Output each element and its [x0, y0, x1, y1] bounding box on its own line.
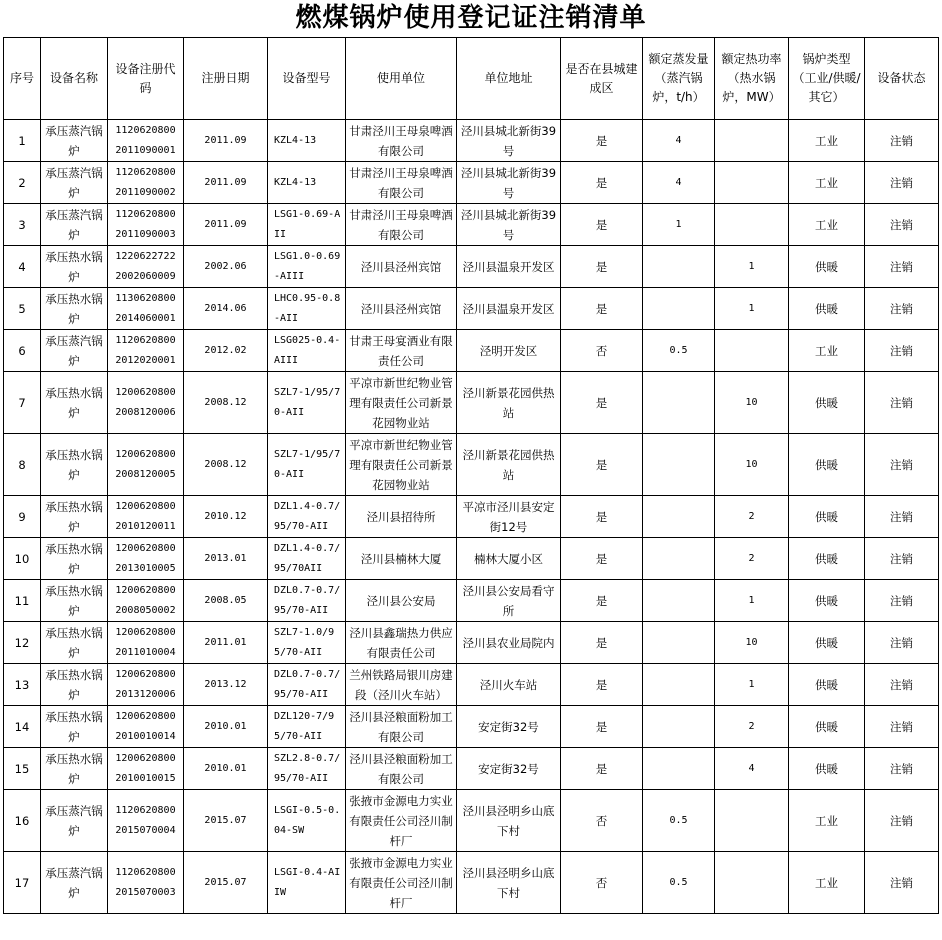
cell-status: 注销 [865, 372, 939, 434]
cell-model: SZL7-1/95/70-AII [268, 372, 346, 434]
cell-rated-steam [643, 748, 715, 790]
cell-boiler-type: 供暖 [789, 434, 865, 496]
cell-boiler-type: 供暖 [789, 622, 865, 664]
cell-unit-address: 泾川新景花园供热站 [457, 372, 561, 434]
cell-user-unit: 泾川县鑫瑞热力供应有限责任公司 [346, 622, 457, 664]
cell-seq: 7 [4, 372, 41, 434]
cell-unit-address: 平凉市泾川县安定街12号 [457, 496, 561, 538]
cell-user-unit: 张掖市金源电力实业有限责任公司泾川制杆厂 [346, 852, 457, 914]
cell-equipment-name: 承压热水锅炉 [41, 664, 108, 706]
cell-in-city-area: 是 [561, 706, 643, 748]
table-row [4, 496, 939, 538]
cell-registration-code: 1120620800 2012020001 [108, 330, 184, 372]
cell-unit-address: 泾川县城北新街39号 [457, 162, 561, 204]
cell-seq: 9 [4, 496, 41, 538]
cell-equipment-name: 承压热水锅炉 [41, 288, 108, 330]
cell-registration-date: 2008.12 [184, 372, 268, 434]
cell-registration-code: 1220622722 2002060009 [108, 246, 184, 288]
header-status: 设备状态 [865, 38, 939, 120]
header-row [4, 38, 939, 120]
cell-rated-steam [643, 580, 715, 622]
cell-status: 注销 [865, 538, 939, 580]
header-registration-code: 设备注册代码 [108, 38, 184, 120]
cell-seq: 2 [4, 162, 41, 204]
cell-status: 注销 [865, 120, 939, 162]
cell-model: LSG025-0.4-AIII [268, 330, 346, 372]
cell-registration-date: 2010.01 [184, 706, 268, 748]
cell-boiler-type: 供暖 [789, 372, 865, 434]
cell-seq: 6 [4, 330, 41, 372]
cell-in-city-area: 否 [561, 330, 643, 372]
cell-seq: 5 [4, 288, 41, 330]
cell-user-unit: 泾川县泾粮面粉加工有限公司 [346, 748, 457, 790]
cell-seq: 17 [4, 852, 41, 914]
cell-rated-steam [643, 434, 715, 496]
cell-user-unit: 泾川县泾粮面粉加工有限公司 [346, 706, 457, 748]
cell-rated-power [715, 852, 789, 914]
cell-seq: 14 [4, 706, 41, 748]
cell-seq: 11 [4, 580, 41, 622]
cell-equipment-name: 承压热水锅炉 [41, 580, 108, 622]
cell-rated-power: 1 [715, 288, 789, 330]
cell-registration-date: 2010.12 [184, 496, 268, 538]
table-row [4, 748, 939, 790]
cell-rated-power: 10 [715, 622, 789, 664]
cell-status: 注销 [865, 288, 939, 330]
cell-registration-date: 2012.02 [184, 330, 268, 372]
header-registration-date: 注册日期 [184, 38, 268, 120]
cell-model: LSG1.0-0.69-AIII [268, 246, 346, 288]
cell-registration-code: 1120620800 2015070003 [108, 852, 184, 914]
cell-seq: 15 [4, 748, 41, 790]
cell-model: LSG1-0.69-AII [268, 204, 346, 246]
cell-in-city-area: 是 [561, 434, 643, 496]
cell-unit-address: 楠林大厦小区 [457, 538, 561, 580]
cell-model: LHC0.95-0.8-AII [268, 288, 346, 330]
cell-boiler-type: 供暖 [789, 664, 865, 706]
cell-rated-power: 4 [715, 748, 789, 790]
table-row [4, 246, 939, 288]
cell-registration-date: 2002.06 [184, 246, 268, 288]
cell-equipment-name: 承压热水锅炉 [41, 538, 108, 580]
cell-status: 注销 [865, 580, 939, 622]
cell-equipment-name: 承压热水锅炉 [41, 496, 108, 538]
cell-rated-power [715, 120, 789, 162]
cell-unit-address: 泾川县农业局院内 [457, 622, 561, 664]
cell-unit-address: 泾川县泾明乡山底下村 [457, 790, 561, 852]
cell-unit-address: 泾川火车站 [457, 664, 561, 706]
cell-registration-date: 2013.01 [184, 538, 268, 580]
cell-rated-power: 1 [715, 246, 789, 288]
cell-seq: 13 [4, 664, 41, 706]
cell-model: KZL4-13 [268, 120, 346, 162]
cell-in-city-area: 否 [561, 852, 643, 914]
cell-seq: 1 [4, 120, 41, 162]
cell-registration-date: 2008.12 [184, 434, 268, 496]
cell-registration-code: 1200620800 2008050002 [108, 580, 184, 622]
cell-rated-steam [643, 246, 715, 288]
cell-equipment-name: 承压热水锅炉 [41, 748, 108, 790]
cell-equipment-name: 承压热水锅炉 [41, 246, 108, 288]
cell-boiler-type: 供暖 [789, 496, 865, 538]
cell-registration-date: 2011.09 [184, 120, 268, 162]
cell-user-unit: 泾川县招待所 [346, 496, 457, 538]
table-row [4, 622, 939, 664]
cell-equipment-name: 承压蒸汽锅炉 [41, 330, 108, 372]
cell-registration-code: 1120620800 2011090002 [108, 162, 184, 204]
cell-model: DZL0.7-0.7/95/70-AII [268, 664, 346, 706]
cell-rated-steam: 4 [643, 162, 715, 204]
cell-registration-date: 2015.07 [184, 790, 268, 852]
cell-unit-address: 泾川县城北新街39号 [457, 120, 561, 162]
cell-rated-power: 2 [715, 496, 789, 538]
cell-registration-code: 1120620800 2011090001 [108, 120, 184, 162]
cell-user-unit: 平凉市新世纪物业管理有限责任公司新景花园物业站 [346, 372, 457, 434]
cell-registration-date: 2010.01 [184, 748, 268, 790]
cell-in-city-area: 是 [561, 622, 643, 664]
cell-registration-code: 1200620800 2008120006 [108, 372, 184, 434]
cell-in-city-area: 是 [561, 538, 643, 580]
cell-rated-steam: 1 [643, 204, 715, 246]
cell-user-unit: 泾川县泾州宾馆 [346, 246, 457, 288]
cell-model: LSGI-0.4-AIIW [268, 852, 346, 914]
cell-boiler-type: 供暖 [789, 246, 865, 288]
cell-unit-address: 安定街32号 [457, 706, 561, 748]
cell-status: 注销 [865, 706, 939, 748]
cell-registration-code: 1130620800 2014060001 [108, 288, 184, 330]
cell-rated-steam: 4 [643, 120, 715, 162]
cell-boiler-type: 工业 [789, 852, 865, 914]
cell-boiler-type: 工业 [789, 790, 865, 852]
table-row [4, 852, 939, 914]
cell-status: 注销 [865, 496, 939, 538]
header-user-unit: 使用单位 [346, 38, 457, 120]
cell-in-city-area: 是 [561, 120, 643, 162]
table-row [4, 580, 939, 622]
cell-in-city-area: 是 [561, 204, 643, 246]
cell-user-unit: 甘肃泾川王母泉啤酒有限公司 [346, 120, 457, 162]
table-row [4, 120, 939, 162]
cell-model: LSGI-0.5-0.04-SW [268, 790, 346, 852]
table-row [4, 372, 939, 434]
cell-registration-code: 1200620800 2010010015 [108, 748, 184, 790]
cell-equipment-name: 承压蒸汽锅炉 [41, 162, 108, 204]
cell-seq: 10 [4, 538, 41, 580]
cell-unit-address: 泾川县泾明乡山底下村 [457, 852, 561, 914]
cell-in-city-area: 否 [561, 790, 643, 852]
cell-equipment-name: 承压蒸汽锅炉 [41, 204, 108, 246]
cell-unit-address: 泾川县温泉开发区 [457, 288, 561, 330]
cell-rated-power: 10 [715, 372, 789, 434]
cell-registration-code: 1200620800 2010120011 [108, 496, 184, 538]
cell-equipment-name: 承压蒸汽锅炉 [41, 852, 108, 914]
cell-rated-steam: 0.5 [643, 852, 715, 914]
cell-in-city-area: 是 [561, 246, 643, 288]
table-row [4, 434, 939, 496]
cell-status: 注销 [865, 664, 939, 706]
header-unit-address: 单位地址 [457, 38, 561, 120]
cell-unit-address: 泾川新景花园供热站 [457, 434, 561, 496]
cell-rated-power: 10 [715, 434, 789, 496]
cell-equipment-name: 承压蒸汽锅炉 [41, 790, 108, 852]
cell-status: 注销 [865, 790, 939, 852]
cell-registration-date: 2008.05 [184, 580, 268, 622]
table-row [4, 162, 939, 204]
cell-user-unit: 平凉市新世纪物业管理有限责任公司新景花园物业站 [346, 434, 457, 496]
cell-model: SZL2.8-0.7/95/70-AII [268, 748, 346, 790]
cell-rated-power: 2 [715, 706, 789, 748]
document-title: 燃煤锅炉使用登记证注销清单 [295, 3, 647, 33]
cell-status: 注销 [865, 852, 939, 914]
cell-boiler-type: 工业 [789, 162, 865, 204]
cell-unit-address: 泾川县公安局看守所 [457, 580, 561, 622]
cell-seq: 16 [4, 790, 41, 852]
cell-rated-steam [643, 496, 715, 538]
cell-rated-power [715, 162, 789, 204]
cell-seq: 4 [4, 246, 41, 288]
cell-boiler-type: 供暖 [789, 538, 865, 580]
cell-registration-code: 1200620800 2008120005 [108, 434, 184, 496]
cell-user-unit: 泾川县公安局 [346, 580, 457, 622]
cell-unit-address: 泾川县城北新街39号 [457, 204, 561, 246]
table-row [4, 288, 939, 330]
cell-rated-steam [643, 706, 715, 748]
cell-boiler-type: 供暖 [789, 580, 865, 622]
cell-registration-code: 1200620800 2013010005 [108, 538, 184, 580]
table-row [4, 706, 939, 748]
cell-registration-code: 1200620800 2013120006 [108, 664, 184, 706]
cell-registration-code: 1200620800 2010010014 [108, 706, 184, 748]
cell-model: SZL7-1.0/95/70-AII [268, 622, 346, 664]
cell-unit-address: 泾川县温泉开发区 [457, 246, 561, 288]
cell-unit-address: 安定街32号 [457, 748, 561, 790]
header-seq: 序号 [4, 38, 41, 120]
cell-equipment-name: 承压热水锅炉 [41, 434, 108, 496]
cell-user-unit: 泾川县楠林大厦 [346, 538, 457, 580]
cell-registration-code: 1120620800 2015070004 [108, 790, 184, 852]
cell-user-unit: 兰州铁路局银川房建段（泾川火车站） [346, 664, 457, 706]
cell-status: 注销 [865, 748, 939, 790]
header-model: 设备型号 [268, 38, 346, 120]
cell-in-city-area: 是 [561, 162, 643, 204]
cell-boiler-type: 工业 [789, 330, 865, 372]
cell-in-city-area: 是 [561, 664, 643, 706]
cell-registration-code: 1200620800 2011010004 [108, 622, 184, 664]
cell-rated-steam: 0.5 [643, 790, 715, 852]
header-rated-power: 额定热功率（热水锅炉，MW） [715, 38, 789, 120]
cell-registration-date: 2014.06 [184, 288, 268, 330]
cell-rated-steam [643, 372, 715, 434]
cell-in-city-area: 是 [561, 288, 643, 330]
cell-boiler-type: 供暖 [789, 288, 865, 330]
cell-boiler-type: 供暖 [789, 748, 865, 790]
cell-status: 注销 [865, 434, 939, 496]
cell-registration-date: 2015.07 [184, 852, 268, 914]
cell-registration-date: 2013.12 [184, 664, 268, 706]
cell-rated-power [715, 790, 789, 852]
cell-model: DZL120-7/95/70-AII [268, 706, 346, 748]
cell-boiler-type: 供暖 [789, 706, 865, 748]
cell-model: DZL1.4-0.7/95/70-AII [268, 496, 346, 538]
cell-registration-date: 2011.09 [184, 204, 268, 246]
cell-model: SZL7-1/95/70-AII [268, 434, 346, 496]
cell-rated-steam [643, 288, 715, 330]
cell-status: 注销 [865, 330, 939, 372]
cell-seq: 3 [4, 204, 41, 246]
cell-user-unit: 甘肃泾川王母泉啤酒有限公司 [346, 162, 457, 204]
cell-model: DZL1.4-0.7/95/70AII [268, 538, 346, 580]
cell-in-city-area: 是 [561, 580, 643, 622]
cell-rated-steam [643, 538, 715, 580]
cell-model: DZL0.7-0.7/95/70-AII [268, 580, 346, 622]
cell-status: 注销 [865, 622, 939, 664]
table-row [4, 330, 939, 372]
cell-rated-steam [643, 664, 715, 706]
cell-in-city-area: 是 [561, 372, 643, 434]
cell-rated-power [715, 330, 789, 372]
cell-seq: 8 [4, 434, 41, 496]
cell-registration-date: 2011.01 [184, 622, 268, 664]
cell-status: 注销 [865, 246, 939, 288]
cell-in-city-area: 是 [561, 496, 643, 538]
cell-rated-power: 1 [715, 664, 789, 706]
cell-user-unit: 张掖市金源电力实业有限责任公司泾川制杆厂 [346, 790, 457, 852]
boiler-cancellation-table [3, 37, 939, 914]
cell-rated-power: 1 [715, 580, 789, 622]
header-in-city-area: 是否在县城建成区 [561, 38, 643, 120]
cell-unit-address: 泾明开发区 [457, 330, 561, 372]
table-row [4, 204, 939, 246]
cell-status: 注销 [865, 204, 939, 246]
cell-user-unit: 泾川县泾州宾馆 [346, 288, 457, 330]
cell-boiler-type: 工业 [789, 120, 865, 162]
cell-rated-steam: 0.5 [643, 330, 715, 372]
cell-user-unit: 甘肃王母宴酒业有限责任公司 [346, 330, 457, 372]
cell-boiler-type: 工业 [789, 204, 865, 246]
cell-rated-power: 2 [715, 538, 789, 580]
cell-user-unit: 甘肃泾川王母泉啤酒有限公司 [346, 204, 457, 246]
table-row [4, 538, 939, 580]
table-row [4, 664, 939, 706]
header-equipment-name: 设备名称 [41, 38, 108, 120]
cell-model: KZL4-13 [268, 162, 346, 204]
cell-registration-code: 1120620800 2011090003 [108, 204, 184, 246]
cell-equipment-name: 承压热水锅炉 [41, 706, 108, 748]
cell-seq: 12 [4, 622, 41, 664]
cell-rated-power [715, 204, 789, 246]
header-boiler-type: 锅炉类型（工业/供暖/其它） [789, 38, 865, 120]
cell-registration-date: 2011.09 [184, 162, 268, 204]
cell-equipment-name: 承压蒸汽锅炉 [41, 120, 108, 162]
cell-equipment-name: 承压热水锅炉 [41, 372, 108, 434]
cell-rated-steam [643, 622, 715, 664]
header-rated-steam: 额定蒸发量（蒸汽锅炉，t/h） [643, 38, 715, 120]
table-row [4, 790, 939, 852]
cell-equipment-name: 承压热水锅炉 [41, 622, 108, 664]
cell-status: 注销 [865, 162, 939, 204]
cell-in-city-area: 是 [561, 748, 643, 790]
